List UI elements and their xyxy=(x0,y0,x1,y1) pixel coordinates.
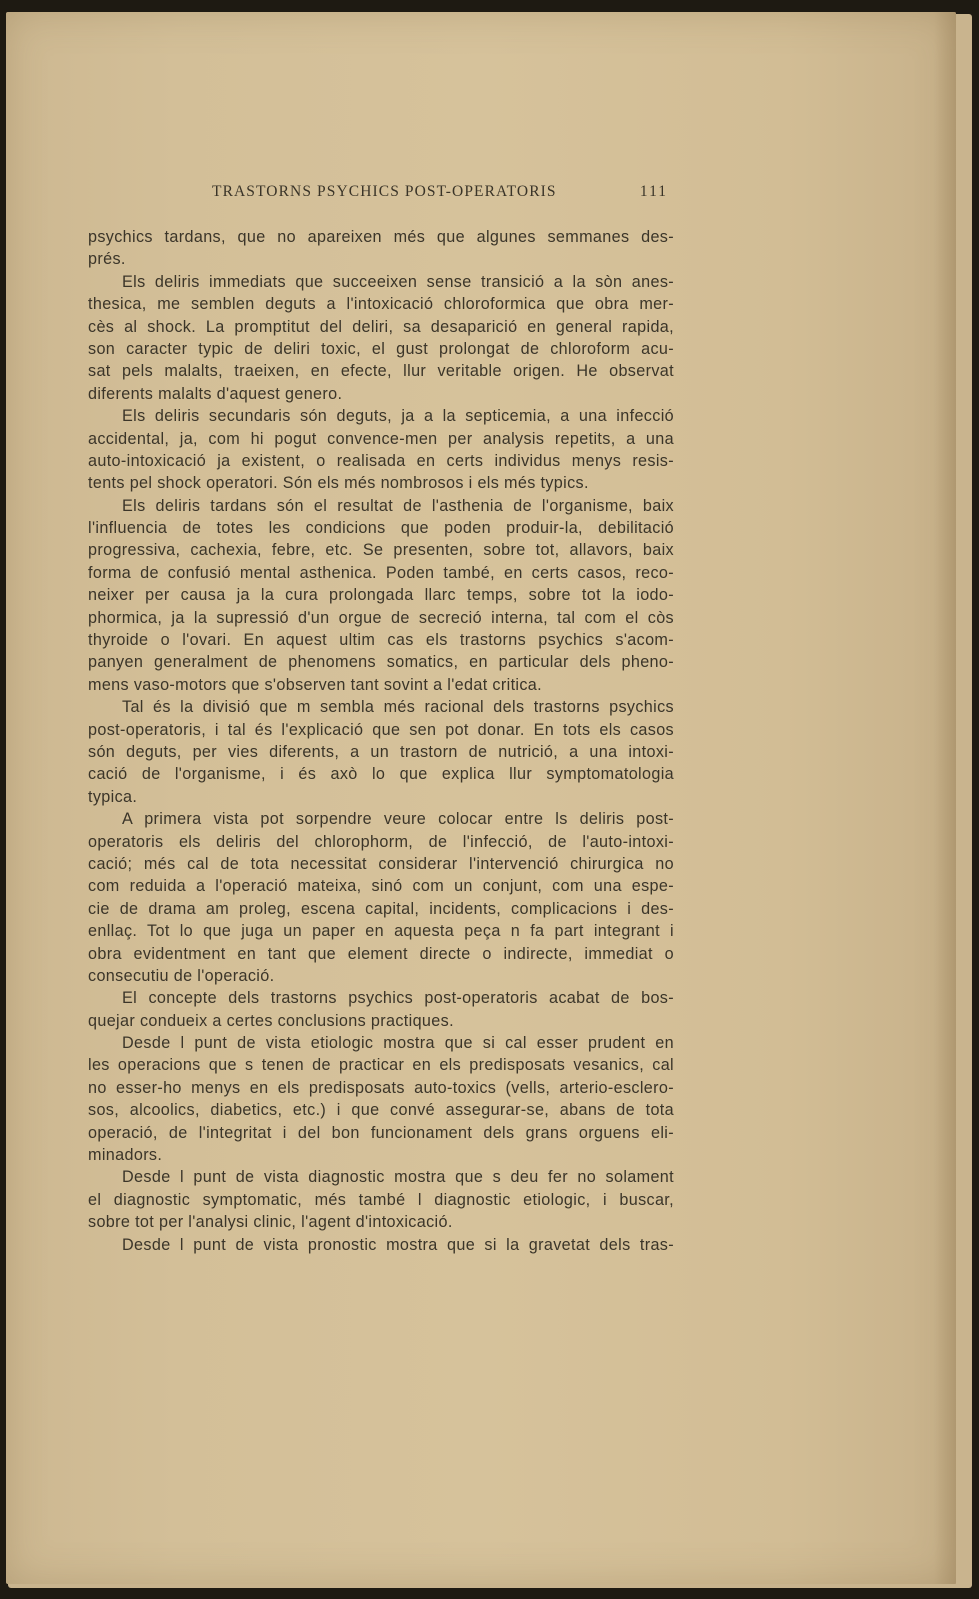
text-line: enllaç. Tot lo que juga un paper en aquesta peça n fa part integrant i xyxy=(88,922,674,941)
text-line: forma de confusió mental asthenica. Poden també, en certs casos, reco- xyxy=(88,563,674,582)
text-line: prés. xyxy=(88,250,126,269)
text-line: operació, de l'integritat i del bon funcionament dels grans orguens eli- xyxy=(88,1123,674,1142)
text-line: obra evidentment en tant que element directe o indirecte, immediat o xyxy=(88,944,674,963)
text-line: minadors. xyxy=(88,1146,163,1165)
text-line: mens vaso-motors que s'observen tant sovint a l'edat critica. xyxy=(88,675,543,694)
text-line: Els deliris tardans són el resultat de l'asthenia de l'organisme, baix xyxy=(122,496,674,515)
text-line: cació de l'organisme, i és axò lo que explica llur symptomatologia xyxy=(88,765,674,784)
text-line: thesica, me semblen deguts a l'intoxicació chloroformica que obra mer- xyxy=(88,295,674,314)
body-text xyxy=(88,226,674,1256)
text-line: no esser-ho menys en els predisposats auto-toxics (vells, arterio-esclero- xyxy=(88,1078,674,1097)
text-line: progressiva, cachexia, febre, etc. Se presenten, sobre tot, allavors, baix xyxy=(88,541,674,560)
text-line: l'influencia de totes les condicions que poden produir-la, debilitació xyxy=(88,519,674,538)
text-line: thyroide o l'ovari. En aquest ultim cas els trastorns psychics s'acom- xyxy=(88,631,674,650)
text-line: Desde l punt de vista etiologic mostra que si cal esser prudent en xyxy=(122,1034,674,1053)
text-line: son caracter typic de deliri toxic, el gust prolongat de chloroform acu- xyxy=(88,339,674,358)
text-line: Els deliris secundaris són deguts, ja a la septicemia, a una infecció xyxy=(122,407,674,426)
text-line: accidental, ja, com hi pogut convence-men per analysis repetits, a una xyxy=(88,429,674,448)
text-line: cès al shock. La promptitut del deliri, sa desaparició en general rapida, xyxy=(88,317,674,336)
running-head xyxy=(88,183,674,207)
text-line: el diagnostic symptomatic, més també l diagnostic etiologic, i buscar, xyxy=(88,1190,674,1209)
text-line: tents pel shock operatori. Són els més nombrosos i els més typics. xyxy=(88,474,589,493)
text-line: Desde l punt de vista pronostic mostra que si la gravetat dels tras- xyxy=(122,1235,674,1254)
text-line: són deguts, per vies diferents, a un trastorn de nutrició, a una intoxi- xyxy=(88,742,674,761)
text-line: les operacions que s tenen de practicar en els predisposats vesanics, cal xyxy=(88,1056,674,1075)
text-line: sobre tot per l'analysi clinic, l'agent d'intoxicació. xyxy=(88,1213,453,1232)
page-number: 111 xyxy=(639,183,668,200)
text-line: cació; més cal de tota necessitat considerar l'intervenció chirurgica no xyxy=(88,854,674,873)
text-line: psychics tardans, que no apareixen més que algunes semmanes des- xyxy=(88,228,674,246)
text-line: operatoris els deliris del chlorophorm, de l'infecció, de l'auto-intoxi- xyxy=(88,832,674,851)
text-line: quejar condueix a certes conclusions practiques. xyxy=(88,1011,454,1030)
text-line: Els deliris immediats que succeeixen sense transició a la sòn anes- xyxy=(122,272,674,291)
text-line: panyen generalment de phenomens somatics, en particular dels pheno- xyxy=(88,653,674,672)
page-margin-shadow xyxy=(934,12,956,1584)
text-line: sos, alcoolics, diabetics, etc.) i que convé assegurar-se, abans de tota xyxy=(88,1101,674,1120)
text-line: post-operatoris, i tal és l'explicació que sen pot donar. En tots els casos xyxy=(88,720,674,739)
text-line: com reduida a l'operació mateixa, sinó com un conjunt, com una espe- xyxy=(88,877,674,896)
text-line: A primera vista pot sorpendre veure colocar entre ls deliris post- xyxy=(122,810,674,829)
text-line: typica. xyxy=(88,787,138,806)
text-line: neixer per causa ja la cura prolongada llarc temps, sobre tot la iodo- xyxy=(88,586,674,605)
text-line: Desde l punt de vista diagnostic mostra que s deu fer no solament xyxy=(122,1168,674,1187)
text-line: Tal és la divisió que m sembla més racional dels trastorns psychics xyxy=(122,698,674,717)
text-line: El concepte dels trastorns psychics post-operatoris acabat de bos- xyxy=(122,989,674,1008)
text-line: auto-intoxicació ja existent, o realisada en certs individus menys resis- xyxy=(88,451,674,470)
text-line: diferents malalts d'aquest genero. xyxy=(88,384,343,403)
text-line: phormica, ja la supressió d'un orgue de secreció interna, tal com el còs xyxy=(88,608,674,627)
text-line: consecutiu de l'operació. xyxy=(88,966,275,985)
text-line: cie de drama am proleg, escena capital, incidents, complicacions i des- xyxy=(88,899,674,918)
text-line: sat pels malalts, traeixen, en efecte, llur veritable origen. He observat xyxy=(88,362,674,381)
running-head-title: TRASTORNS PSYCHICS POST-OPERATORIS xyxy=(212,183,557,200)
